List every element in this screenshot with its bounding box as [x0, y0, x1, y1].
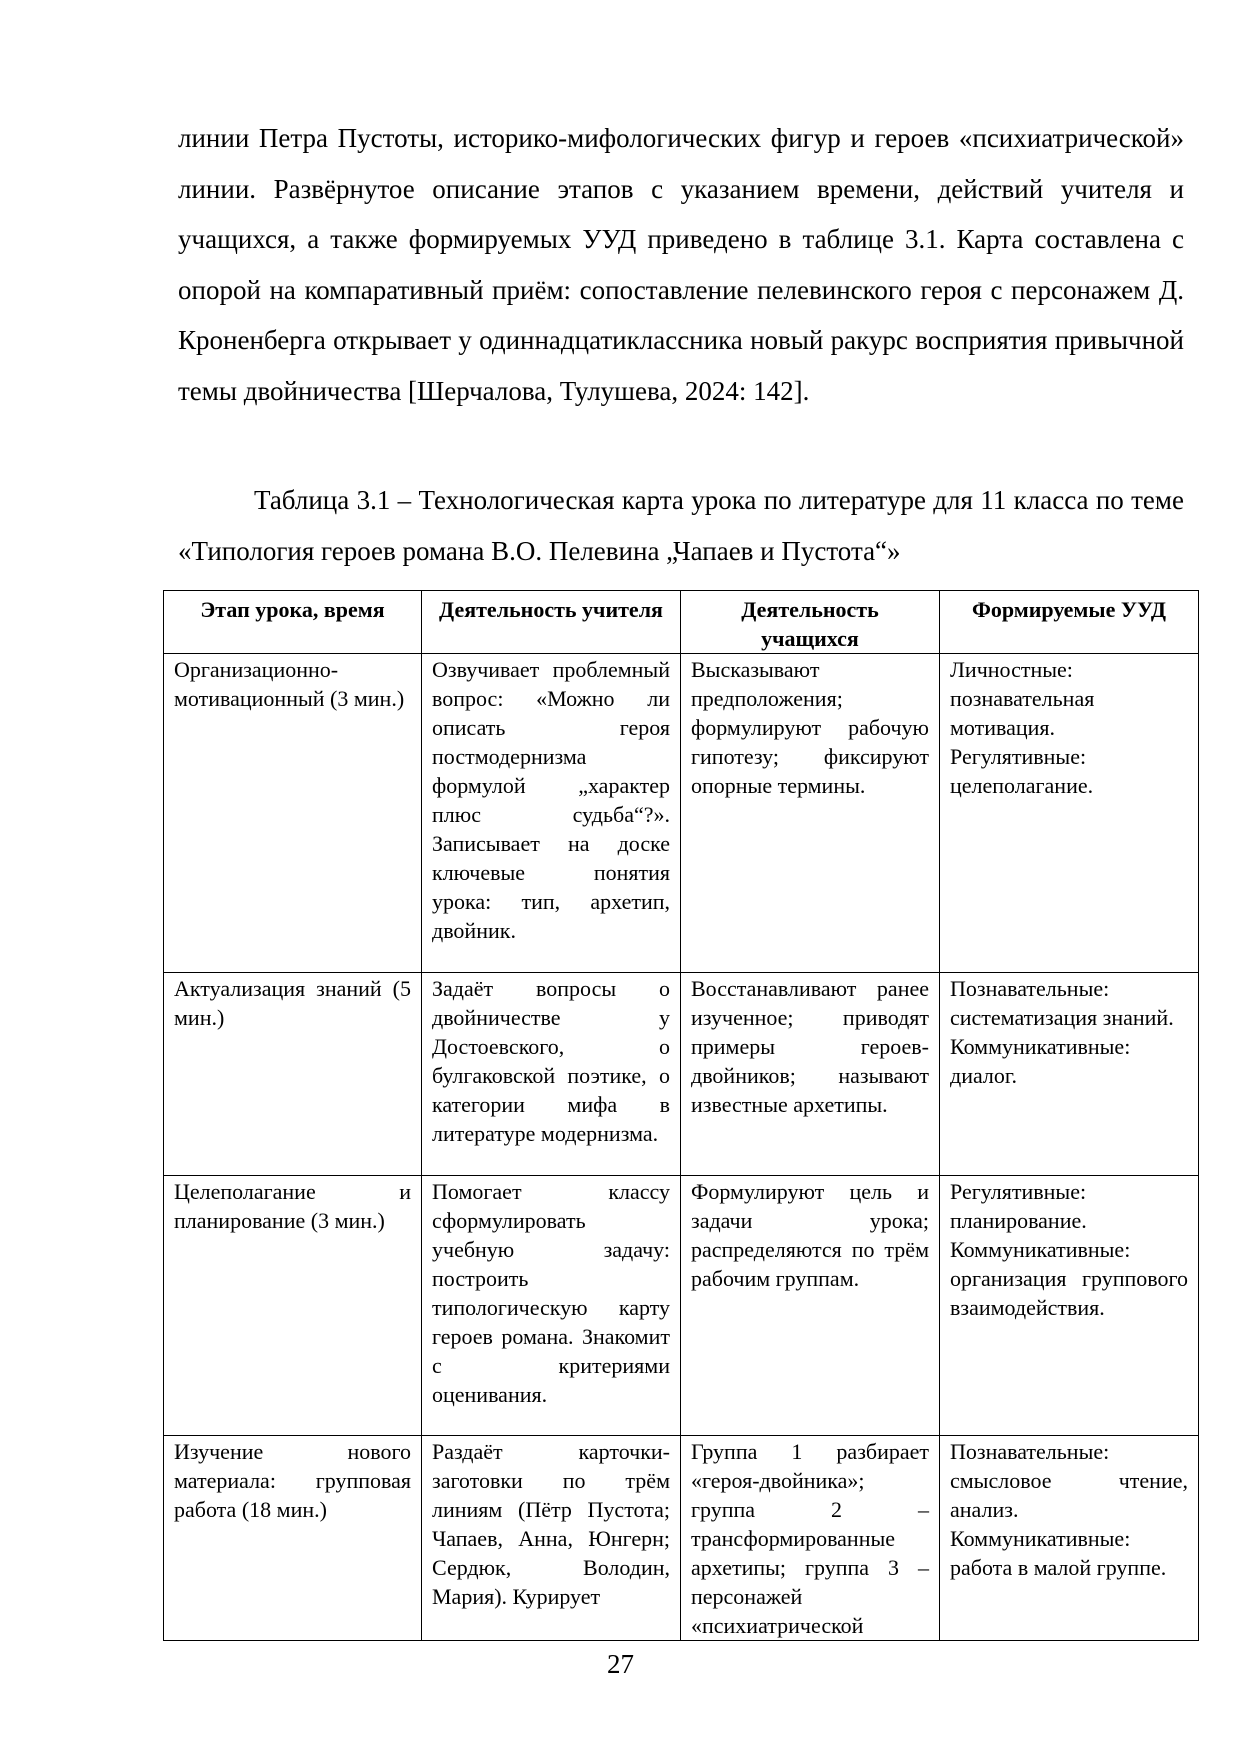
skills-cell: [940, 1436, 1199, 1641]
teacher-activity-cell: Озвучивает проблемный вопрос: «Можно ли описать героя постмодернизма формулой „характер плюс судьба“?». Записывает на доске ключевые понятия урока: тип, архетип, двойник.: [422, 654, 681, 973]
skills-cell: [940, 973, 1199, 1176]
stage-cell: Изучение нового материала: групповая работа (18 мин.): [164, 1436, 422, 1641]
header-skills: Формируемые УУД: [940, 591, 1199, 654]
student-activity-cell: Высказывают предположения; формулируют рабочую гипотезу; фиксируют опорные термины.: [681, 654, 940, 973]
skill-line: Познавательные:: [950, 976, 1110, 1001]
skill-line: Регулятивные:: [950, 1179, 1087, 1204]
header-stage: Этап урока, время: [164, 591, 422, 654]
student-activity-cell: Группа 1 разбирает «героя-двойника»; группа 2 – трансформированные архетипы; группа 3 – персонажей «психиатрической: [681, 1436, 940, 1641]
student-activity-cell: Формулируют цель и задачи урока; распределяются по трём рабочим группам.: [681, 1176, 940, 1436]
student-activity-cell: Восстанавливают ранее изученное; приводят примеры героев-двойников; называют известные архетипы.: [681, 973, 940, 1176]
skill-line: познавательная мотивация.: [950, 686, 1095, 740]
stage-cell: Актуализация знаний (5 мин.): [164, 973, 422, 1176]
table-caption: Таблица 3.1 – Технологическая карта урока по литературе для 11 класса по теме «Типология героев романа В.О. Пелевина „Чапаев и Пустота“»: [178, 485, 1184, 566]
skill-line: Регулятивные:: [950, 744, 1087, 769]
page-number: 27: [607, 1649, 634, 1679]
lesson-plan-table: [163, 590, 1199, 1641]
skill-line: диалог.: [950, 1063, 1017, 1088]
skills-cell: [940, 1176, 1199, 1436]
skill-line: смысловое чтение, анализ.: [950, 1468, 1188, 1522]
body-paragraph: линии Петра Пустоты, историко-мифологических фигур и героев «психиатрической» линии. Развёрнутое описание этапов с указанием времени, действий учителя и учащихся, а также формируемых УУД приведено в таблице 3.1. Карта составлена с опорой на компаративный приём: сопоставление пелевинского героя с персонажем Д. Кроненберга открывает у одиннадцатиклассника новый ракурс восприятия привычной темы двойничества [Шерчалова, Тулушева, 2024: 142].: [178, 123, 1184, 406]
skills-cell: [940, 654, 1199, 973]
skill-line: организация группового взаимодействия.: [950, 1266, 1188, 1320]
stage-cell: Организационно-мотивационный (3 мин.): [164, 654, 422, 973]
teacher-activity-cell: Задаёт вопросы о двойничестве у Достоевского, о булгаковской поэтике, о категории мифа в литературе модернизма.: [422, 973, 681, 1176]
table-row: [164, 1436, 1199, 1641]
skill-line: Коммуникативные:: [950, 1237, 1131, 1262]
skill-line: Познавательные:: [950, 1439, 1110, 1464]
table-row: [164, 1176, 1199, 1436]
stage-cell: Целеполагание и планирование (3 мин.): [164, 1176, 422, 1436]
skill-line: Коммуникативные:: [950, 1034, 1131, 1059]
skill-line: Личностные:: [950, 657, 1073, 682]
skill-line: Коммуникативные:: [950, 1526, 1131, 1551]
teacher-activity-cell: Помогает классу сформулировать учебную задачу: построить типологическую карту героев романа. Знакомит с критериями оценивания.: [422, 1176, 681, 1436]
skill-line: систематизация знаний.: [950, 1005, 1174, 1030]
teacher-activity-cell: Раздаёт карточки-заготовки по трём линиям (Пётр Пустота; Чапаев, Анна, Юнгерн; Сердюк, Володин, Мария). Курирует: [422, 1436, 681, 1641]
header-teacher-activity: Деятельность учителя: [422, 591, 681, 654]
header-student-activity: Деятельность учащихся: [681, 591, 940, 654]
table-header-row: [164, 591, 1199, 654]
table-row: [164, 654, 1199, 973]
skill-line: планирование.: [950, 1208, 1087, 1233]
skill-line: целеполагание.: [950, 773, 1094, 798]
skill-line: работа в малой группе.: [950, 1555, 1167, 1580]
table-row: [164, 973, 1199, 1176]
